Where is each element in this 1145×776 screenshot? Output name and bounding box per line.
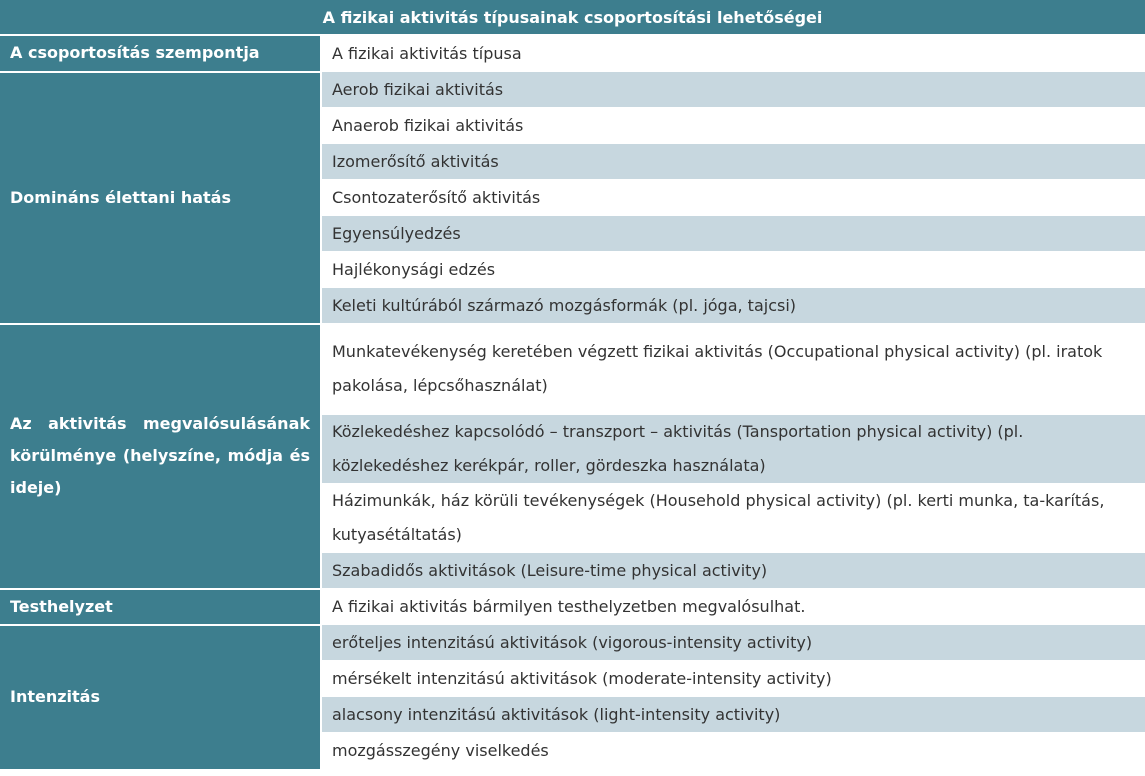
table-row	[0, 625, 1145, 661]
table-cell: Munkatevékenység keretében végzett fizikai aktivitás (Occupational physical activity) (pl. iratok pakolása, lépcsőhasználat)	[321, 324, 1145, 415]
header-type: A fizikai aktivitás típusa	[321, 35, 1145, 72]
table-cell: mérsékelt intenzitású aktivitások (moderate-intensity activity)	[321, 661, 1145, 697]
group-criterion-body-position: Testhelyzet	[0, 589, 321, 625]
table-cell: alacsony intenzitású aktivitások (light-intensity activity)	[321, 697, 1145, 733]
table-cell: Házimunkák, ház körüli tevékenységek (Household physical activity) (pl. kerti munka, ta-karítás, kutyasétáltatás)	[321, 484, 1145, 553]
group-criterion-physiological: Domináns élettani hatás	[0, 72, 321, 324]
table-cell: Egyensúlyedzés	[321, 216, 1145, 252]
table-cell: Szabadidős aktivitások (Leisure-time physical activity)	[321, 553, 1145, 589]
table-cell: Közlekedéshez kapcsolódó – transzport – aktivitás (Tansportation physical activity) (pl. közlekedéshez kerékpár, roller, gördeszka használata)	[321, 415, 1145, 484]
table-row	[0, 72, 1145, 108]
table-cell: Izomerősítő aktivitás	[321, 144, 1145, 180]
table-cell: Aerob fizikai aktivitás	[321, 72, 1145, 108]
table-row	[0, 324, 1145, 415]
table-cell: Anaerob fizikai aktivitás	[321, 108, 1145, 144]
header-criterion: A csoportosítás szempontja	[0, 35, 321, 72]
table-cell: Csontozaterősítő aktivitás	[321, 180, 1145, 216]
table-title: A fizikai aktivitás típusainak csoportosítási lehetőségei	[0, 0, 1145, 35]
title-row	[0, 0, 1145, 35]
table-cell: erőteljes intenzitású aktivitások (vigorous-intensity activity)	[321, 625, 1145, 661]
group-criterion-circumstances: Az aktivitás megvalósulásának körülménye (helyszíne, módja és ideje)	[0, 324, 321, 589]
table-cell: A fizikai aktivitás bármilyen testhelyzetben megvalósulhat.	[321, 589, 1145, 625]
table-cell: Hajlékonysági edzés	[321, 252, 1145, 288]
table-cell: mozgásszegény viselkedés	[321, 733, 1145, 769]
table-row	[0, 589, 1145, 625]
header-row	[0, 35, 1145, 72]
table-cell: Keleti kultúrából származó mozgásformák (pl. jóga, tajcsi)	[321, 288, 1145, 324]
group-criterion-intensity: Intenzitás	[0, 625, 321, 769]
